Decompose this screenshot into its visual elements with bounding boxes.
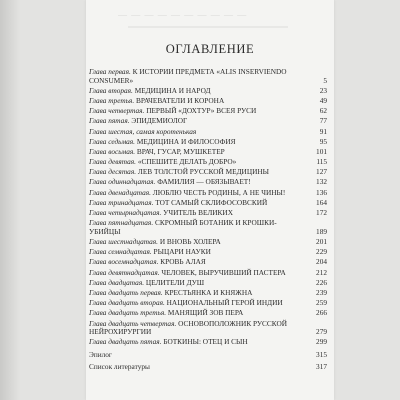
toc-entry: Глава двадцать первая. КРЕСТЬЯНКА И КНЯЖНА 239: [89, 287, 327, 297]
toc-entry: Глава двадцать пятая. БОТКИНЫ: ОТЕЦ И СЫН 299: [89, 337, 327, 347]
toc-entry: Глава двадцать третья. МАНЯЩИЙ ЗОВ ПЕРА 266: [89, 308, 327, 318]
toc-entry: Глава двенадцатая. ЛЮБЛЮ ЧЕСТЬ РОДИНЫ, А НЕ ЧИНЫ! 136: [89, 187, 327, 197]
toc-entry: Глава шестая, самая коротенькая 91: [89, 126, 327, 136]
toc-entry: Глава девятая. «СПЕШИТЕ ДЕЛАТЬ ДОБРО» 115: [89, 157, 327, 167]
toc-entry: Глава пятая. ЭПИДЕМИОЛОГ 77: [89, 116, 327, 126]
toc-entry: Глава десятая. ЛЕВ ТОЛСТОЙ РУССКОЙ МЕДИЦИНЫ 127: [89, 167, 327, 177]
faded-rule: [128, 26, 288, 38]
header-fragment: — — — — — — — — — —: [118, 10, 248, 20]
toc-entry: Глава одиннадцатая. ФАМИЛИЯ — ОБЯЗЫВАЕТ! 132: [89, 177, 327, 187]
toc-entry: Глава третья. ВРАЧЕВАТЕЛИ И КОРОНА 49: [89, 95, 327, 105]
toc-entry: Глава шестнадцатая. И ВНОВЬ ХОЛЕРА 201: [89, 237, 327, 246]
toc-entry: Глава вторая. МЕДИЦИНА И НАРОД 23: [89, 85, 327, 95]
toc-entry: Глава четырнадцатая. УЧИТЕЛЬ ВЕЛИКИХ 172: [89, 208, 327, 218]
toc-entry: Глава тринадцатая. ТОТ САМЫЙ СКЛИФОСОВСКИЙ 164: [89, 197, 327, 207]
toc-entry: Глава семнадцатая. РЫЦАРИ НАУКИ 229: [89, 247, 327, 257]
toc-entry: Глава двадцатая. ЦЕЛИТЕЛИ ДУШ 226: [89, 277, 327, 287]
toc-entry: Глава девятнадцатая. ЧЕЛОВЕК, ВЫРУЧИВШИЙ ПАСТЕРА 212: [89, 267, 327, 277]
toc-entry: Глава пятнадцатая. СКРОМНЫЙ БОТАНИК И КРОШКИ-УБИЙЦЫ 189: [89, 218, 327, 236]
toc-entry: Глава четвертая. ПЕРВЫЙ «ДОХТУР» ВСЕЯ РУСИ 62: [89, 106, 327, 116]
toc-entry-bibliography: Список литературы 317: [89, 362, 327, 372]
toc-entry: Глава восьмая. ВРАЧ, ГУСАР, МУШКЕТЕР 101: [89, 146, 327, 156]
toc-entry: Глава двадцать вторая. НАЦИОНАЛЬНЫЙ ГЕРОЙ ИНДИИ 259: [89, 298, 327, 308]
toc-entry-epilogue: Эпилог 315: [89, 349, 327, 359]
toc-entry: Глава седьмая. МЕДИЦИНА И ФИЛОСОФИЯ 95: [89, 136, 327, 146]
table-of-contents: [89, 68, 327, 372]
toc-entry: Глава двадцать четвертая. ОСНОВОПОЛОЖНИК РУССКОЙ НЕЙРОХИРУРГИИ 279: [89, 318, 327, 337]
toc-title: ОГЛАВЛЕНИЕ: [165, 42, 255, 56]
toc-entry: Глава восемнадцатая. КРОВЬ АЛАЯ 204: [89, 257, 327, 267]
left-page-edge: [0, 0, 20, 400]
toc-entry: Глава первая. К ИСТОРИИ ПРЕДМЕТА «ALIS INSERVIENDO CONSUMER» 5: [89, 67, 327, 85]
